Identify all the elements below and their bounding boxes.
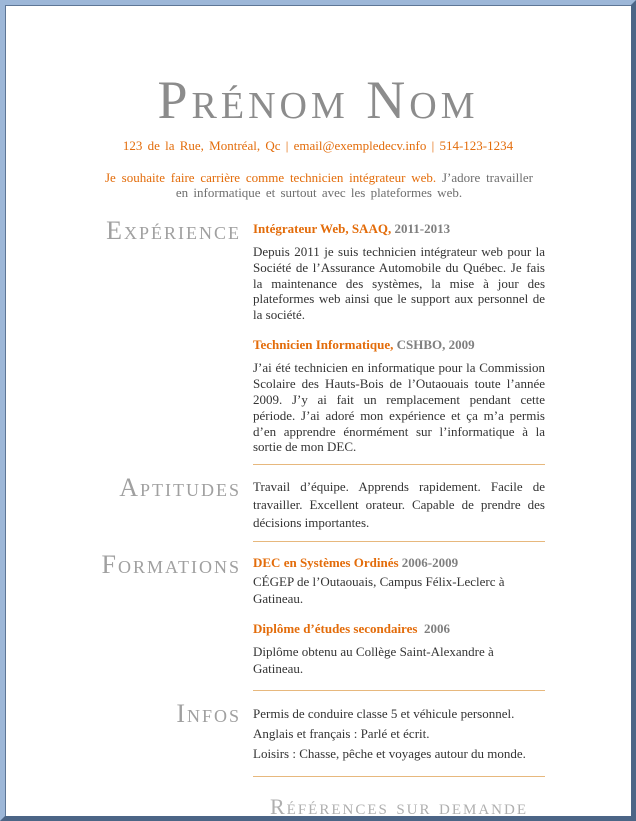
section-content-aptitudes [253, 478, 545, 555]
summary-rest: J’adore travailler en informatique et surtout avec les plateformes web. [175, 170, 533, 200]
section-heading-experience: Expérience [106, 215, 241, 245]
section-heading-infos: Infos [176, 698, 241, 728]
aptitudes-text: Travail d’équipe. Apprends rapidement. Facile de travailler. Excellent orateur. Capable de prendre des décisions importantes. [253, 479, 545, 531]
resume-body [95, 215, 545, 820]
degree-title [253, 621, 545, 637]
summary-paragraph [105, 171, 533, 201]
degree-school: CÉGEP de l’Outaouais, Campus Félix-Leclerc à Gatineau. [253, 574, 505, 606]
degree-school: Diplôme obtenu au Collège Saint-Alexandre à Gatineau. [253, 644, 494, 677]
section-divider [253, 776, 545, 777]
summary-objective: Je souhaite faire carrière comme technicien intégrateur web. [105, 170, 437, 185]
degree-name: Diplôme d’études secondaires [253, 621, 418, 637]
references-note: Références sur demande [269, 794, 529, 820]
job-title [253, 221, 545, 237]
degree-date: 2006 [423, 621, 450, 637]
job-title-date: CSHBO, 2009 [396, 337, 475, 353]
formation-entry [253, 555, 545, 607]
job-description: J’ai été technicien en informatique pour la Commission Scolaire des Hauts-Bois de l’Outaouais toute l’année 2009. J’y ai fait un remplacement pendant cette période. J’ai adoré mon expérience et ça m’a permis d’en apprendre énormément sur l’informatique à la sortie de mon DEC. [253, 360, 545, 455]
job-description: Depuis 2011 je suis technicien intégrateur web pour la Société de l’Assurance Automobile du Québec. Je fais la maintenance des systèmes, la mise à jour des plateformes web ainsi que le support aux personnel de la société. [253, 243, 545, 323]
section-content-infos [253, 704, 545, 820]
formation-entry [253, 621, 545, 677]
degree-date: 2006-2009 [401, 555, 459, 571]
page-title: Prénom Nom [157, 70, 479, 130]
info-line-hobbies: Loisirs : Chasse, pêche et voyages autour du monde. [253, 745, 526, 761]
experience-entry [253, 221, 545, 323]
job-title-role: Intégrateur Web, SAAQ, [253, 220, 392, 236]
experience-entry [253, 337, 545, 455]
section-content-experience [253, 221, 545, 478]
section-heading-aptitudes: Aptitudes [119, 473, 241, 503]
degree-title [253, 555, 545, 571]
section-divider [253, 464, 545, 465]
section-content-formations [253, 555, 545, 704]
info-line-languages: Anglais et français : Parlé et écrit. [253, 725, 430, 741]
section-heading-formations: Formations [101, 550, 241, 580]
section-divider [253, 541, 545, 542]
info-line-driving: Permis de conduire classe 5 et véhicule personnel. [253, 705, 515, 721]
section-divider [253, 690, 545, 691]
job-title-date: 2011-2013 [394, 220, 451, 236]
job-title [253, 337, 545, 353]
job-title-role: Technicien Informatique, [253, 337, 394, 353]
contact-line: 123 de la Rue, Montréal, Qc | email@exempledecv.info | 514-123-1234 [122, 138, 514, 153]
degree-name: DEC en Systèmes Ordinés [253, 555, 399, 571]
